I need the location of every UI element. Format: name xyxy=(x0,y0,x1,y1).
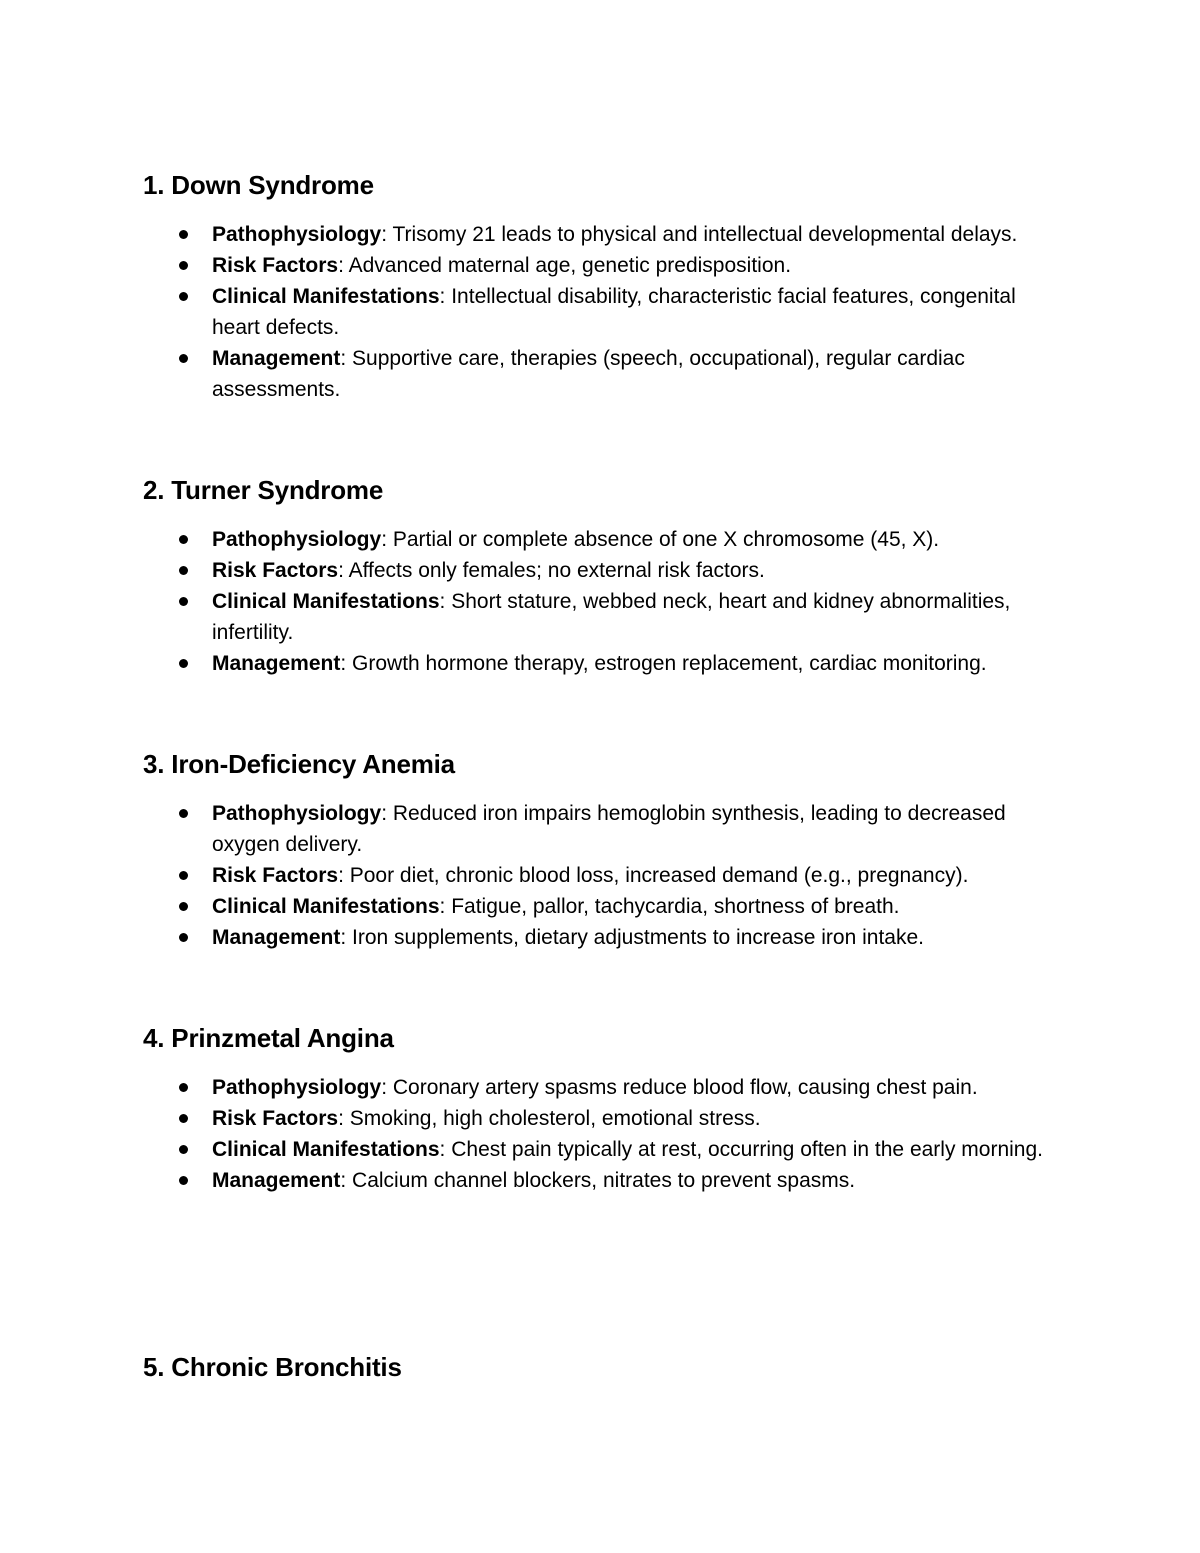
item-text: Poor diet, chronic blood loss, increased demand (e.g., pregnancy). xyxy=(349,864,969,887)
item-term: Risk Factors xyxy=(212,559,339,582)
section-prinzmetal-angina xyxy=(143,1022,1083,1196)
bullet-icon xyxy=(179,566,188,575)
section-heading: 5. Chronic Bronchitis xyxy=(143,1352,402,1382)
item-term: Management xyxy=(212,347,341,370)
list-item: Clinical Manifestations: Fatigue, pallor, tachycardia, shortness of breath. xyxy=(143,891,1062,922)
item-term: Risk Factors xyxy=(212,864,339,887)
list-item: Management: Supportive care, therapies (speech, occupational), regular cardiac assessments. xyxy=(143,343,1062,405)
list-item: Pathophysiology: Reduced iron impairs hemoglobin synthesis, leading to decreased oxygen delivery. xyxy=(143,798,1062,860)
list-item: Management: Growth hormone therapy, estrogen replacement, cardiac monitoring. xyxy=(143,648,1062,679)
section-heading: 1. Down Syndrome xyxy=(143,170,374,200)
item-text: Coronary artery spasms reduce blood flow, causing chest pain. xyxy=(392,1076,978,1099)
item-term: Pathophysiology xyxy=(212,1076,382,1099)
item-text: Affects only females; no external risk factors. xyxy=(348,559,765,582)
item-term: Management xyxy=(212,652,341,675)
list-item: Pathophysiology: Trisomy 21 leads to physical and intellectual developmental delays. xyxy=(143,219,1062,250)
bullet-icon xyxy=(179,292,188,301)
section-turner-syndrome xyxy=(143,474,1083,679)
item-text: Calcium channel blockers, nitrates to prevent spasms. xyxy=(352,1169,856,1192)
bullet-icon xyxy=(179,1176,188,1185)
bullet-icon xyxy=(179,902,188,911)
list-item: Risk Factors: Poor diet, chronic blood loss, increased demand (e.g., pregnancy). xyxy=(143,860,1062,891)
item-term: Pathophysiology xyxy=(212,528,382,551)
bullet-list xyxy=(143,219,1083,405)
item-term: Management xyxy=(212,1169,341,1192)
bullet-icon xyxy=(179,933,188,942)
section-chronic-bronchitis xyxy=(143,1351,1083,1383)
item-term: Pathophysiology xyxy=(212,223,382,246)
item-text: Growth hormone therapy, estrogen replacement, cardiac monitoring. xyxy=(352,652,987,675)
bullet-icon xyxy=(179,1114,188,1123)
bullet-icon xyxy=(179,1083,188,1092)
item-term: Risk Factors xyxy=(212,1107,339,1130)
bullet-list xyxy=(143,798,1083,953)
item-term: Clinical Manifestations xyxy=(212,895,440,918)
section-heading: 2. Turner Syndrome xyxy=(143,475,384,505)
bullet-icon xyxy=(179,261,188,270)
item-text: Trisomy 21 leads to physical and intellectual developmental delays. xyxy=(392,223,1018,246)
list-item: Risk Factors: Smoking, high cholesterol, emotional stress. xyxy=(143,1103,1062,1134)
bullet-list xyxy=(143,524,1083,679)
bullet-icon xyxy=(179,659,188,668)
section-iron-deficiency-anemia xyxy=(143,748,1083,953)
item-text: Partial or complete absence of one X chromosome (45, X). xyxy=(392,528,940,551)
item-text: Smoking, high cholesterol, emotional stress. xyxy=(349,1107,761,1130)
bullet-list xyxy=(143,1072,1083,1196)
item-text: Fatigue, pallor, tachycardia, shortness of breath. xyxy=(451,895,900,918)
item-term: Pathophysiology xyxy=(212,802,382,825)
list-item: Management: Calcium channel blockers, nitrates to prevent spasms. xyxy=(143,1165,1062,1196)
item-text: Reduced iron impairs hemoglobin synthesis, leading to decreased oxygen delivery. xyxy=(212,802,1006,856)
bullet-icon xyxy=(179,1145,188,1154)
list-item: Clinical Manifestations: Short stature, webbed neck, heart and kidney abnormalities, infertility. xyxy=(143,586,1062,648)
item-term: Clinical Manifestations xyxy=(212,285,440,308)
list-item: Pathophysiology: Partial or complete absence of one X chromosome (45, X). xyxy=(143,524,1062,555)
list-item: Risk Factors: Affects only females; no external risk factors. xyxy=(143,555,1062,586)
bullet-icon xyxy=(179,354,188,363)
item-text: Intellectual disability, characteristic facial features, congenital heart defects. xyxy=(212,285,1016,339)
item-text: Advanced maternal age, genetic predisposition. xyxy=(348,254,792,277)
item-text: Iron supplements, dietary adjustments to increase iron intake. xyxy=(352,926,924,949)
item-text: Short stature, webbed neck, heart and kidney abnormalities, infertility. xyxy=(212,590,1011,644)
bullet-icon xyxy=(179,809,188,818)
section-heading: 4. Prinzmetal Angina xyxy=(143,1023,394,1053)
item-term: Clinical Manifestations xyxy=(212,1138,440,1161)
list-item: Pathophysiology: Coronary artery spasms reduce blood flow, causing chest pain. xyxy=(143,1072,1062,1103)
item-text: Supportive care, therapies (speech, occupational), regular cardiac assessments. xyxy=(212,347,965,401)
list-item: Risk Factors: Advanced maternal age, genetic predisposition. xyxy=(143,250,1062,281)
item-term: Risk Factors xyxy=(212,254,339,277)
section-heading: 3. Iron-Deficiency Anemia xyxy=(143,749,455,779)
item-term: Management xyxy=(212,926,341,949)
list-item: Clinical Manifestations: Intellectual disability, characteristic facial features, congenital heart defects. xyxy=(143,281,1062,343)
bullet-icon xyxy=(179,597,188,606)
item-term: Clinical Manifestations xyxy=(212,590,440,613)
bullet-icon xyxy=(179,535,188,544)
list-item: Clinical Manifestations: Chest pain typically at rest, occurring often in the early morning. xyxy=(143,1134,1062,1165)
section-down-syndrome xyxy=(143,169,1083,405)
bullet-icon xyxy=(179,871,188,880)
bullet-icon xyxy=(179,230,188,239)
item-text: Chest pain typically at rest, occurring often in the early morning. xyxy=(451,1138,1044,1161)
list-item: Management: Iron supplements, dietary adjustments to increase iron intake. xyxy=(143,922,1062,953)
